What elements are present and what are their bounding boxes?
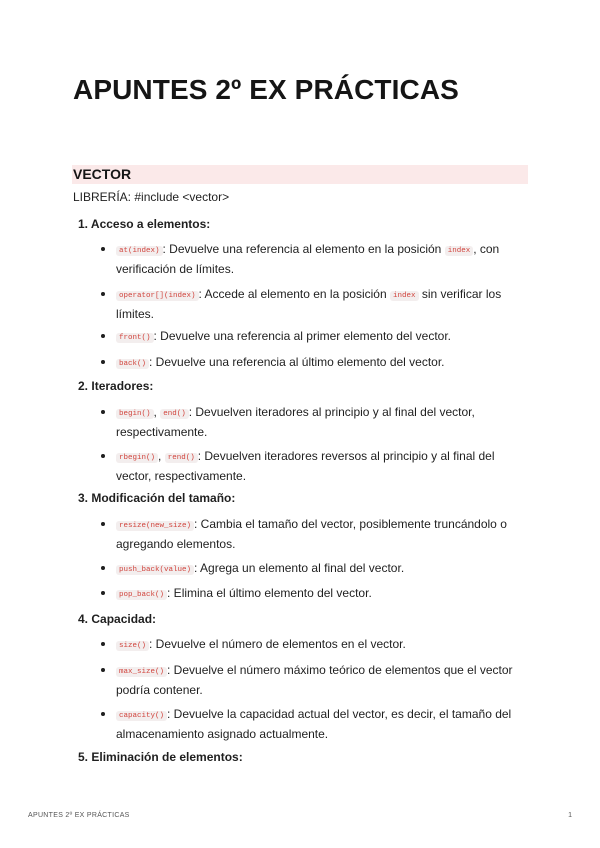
bullet-pop-back: pop_back() : Elimina el último elemento del vector.	[116, 584, 528, 604]
bullet-max-size: max_size() : Devuelve el número máximo teórico de elementos que el vector podría contener.	[116, 661, 528, 699]
library-include-line: LIBRERÍA: #include <vector>	[73, 190, 230, 204]
list-item-heading	[78, 378, 528, 394]
code-snippet: back()	[116, 359, 149, 369]
code-snippet: resize(new_size)	[116, 521, 194, 531]
code-snippet: push_back(value)	[116, 565, 194, 575]
code-snippet: index	[390, 291, 419, 301]
list-heading-text: Modificación del tamaño:	[91, 491, 236, 505]
bullet-front: front() : Devuelve una referencia al primer elemento del vector.	[116, 327, 528, 347]
section-heading-vector: VECTOR	[72, 165, 528, 184]
code-snippet: end()	[160, 409, 189, 419]
list-number: 1.	[78, 217, 89, 231]
footer-title: APUNTES 2º EX PRÁCTICAS	[28, 812, 130, 819]
code-snippet: max_size()	[116, 667, 167, 677]
list-heading-text: Eliminación de elementos:	[91, 750, 243, 764]
list-item-heading	[78, 611, 528, 627]
bullet-begin-end: begin() , end() : Devuelven iteradores al principio y al final del vector, respectivamente.	[116, 403, 528, 441]
bullet-rbegin-rend: rbegin() , rend() : Devuelven iteradores reversos al principio y al final del vector, respectivamente.	[116, 447, 528, 485]
page-number: 1	[568, 812, 572, 819]
code-snippet: at(index)	[116, 246, 163, 256]
list-item-heading	[78, 216, 528, 232]
page-title: APUNTES 2º EX PRÁCTICAS	[73, 74, 459, 105]
list-item-eliminacion	[78, 749, 528, 765]
code-snippet: size()	[116, 641, 149, 651]
bullet-capacity: capacity() : Devuelve la capacidad actual del vector, es decir, el tamaño del almacenamiento asignado actualmente.	[116, 705, 528, 743]
code-snippet: front()	[116, 333, 154, 343]
list-item-iteradores	[78, 378, 528, 483]
list-number: 4.	[78, 612, 89, 626]
list-heading-text: Capacidad:	[91, 612, 157, 626]
list-heading-text: Acceso a elementos:	[90, 217, 211, 231]
bullet-push-back: push_back(value) : Agrega un elemento al final del vector.	[116, 559, 528, 579]
list-number: 2.	[78, 379, 89, 393]
code-snippet: begin()	[116, 409, 154, 419]
code-snippet: rend()	[165, 453, 198, 463]
code-snippet: rbegin()	[116, 453, 158, 463]
list-number: 3.	[78, 491, 89, 505]
code-snippet: operator[](index)	[116, 291, 199, 301]
list-number: 5.	[78, 750, 89, 764]
bullet-size: size() : Devuelve el número de elementos en el vector.	[116, 635, 528, 655]
list-item-capacidad	[78, 611, 528, 741]
code-snippet: capacity()	[116, 711, 167, 721]
code-snippet: index	[445, 246, 474, 256]
bullet-at: at(index) : Devuelve una referencia al elemento en la posición index , con verificación de límites.	[116, 240, 528, 278]
bullet-operator: operator[](index) : Accede al elemento en la posición index sin verificar los límites.	[116, 285, 528, 323]
code-snippet: pop_back()	[116, 590, 167, 600]
bullet-back: back() : Devuelve una referencia al último elemento del vector.	[116, 353, 528, 373]
list-item-heading	[78, 490, 528, 506]
bullet-resize: resize(new_size) : Cambia el tamaño del vector, posiblemente truncándolo o agregando elementos.	[116, 515, 528, 553]
list-item-heading	[78, 749, 528, 765]
list-item-modificacion	[78, 490, 528, 600]
list-heading-text: Iteradores:	[91, 379, 154, 393]
list-item-acceso	[78, 216, 528, 369]
